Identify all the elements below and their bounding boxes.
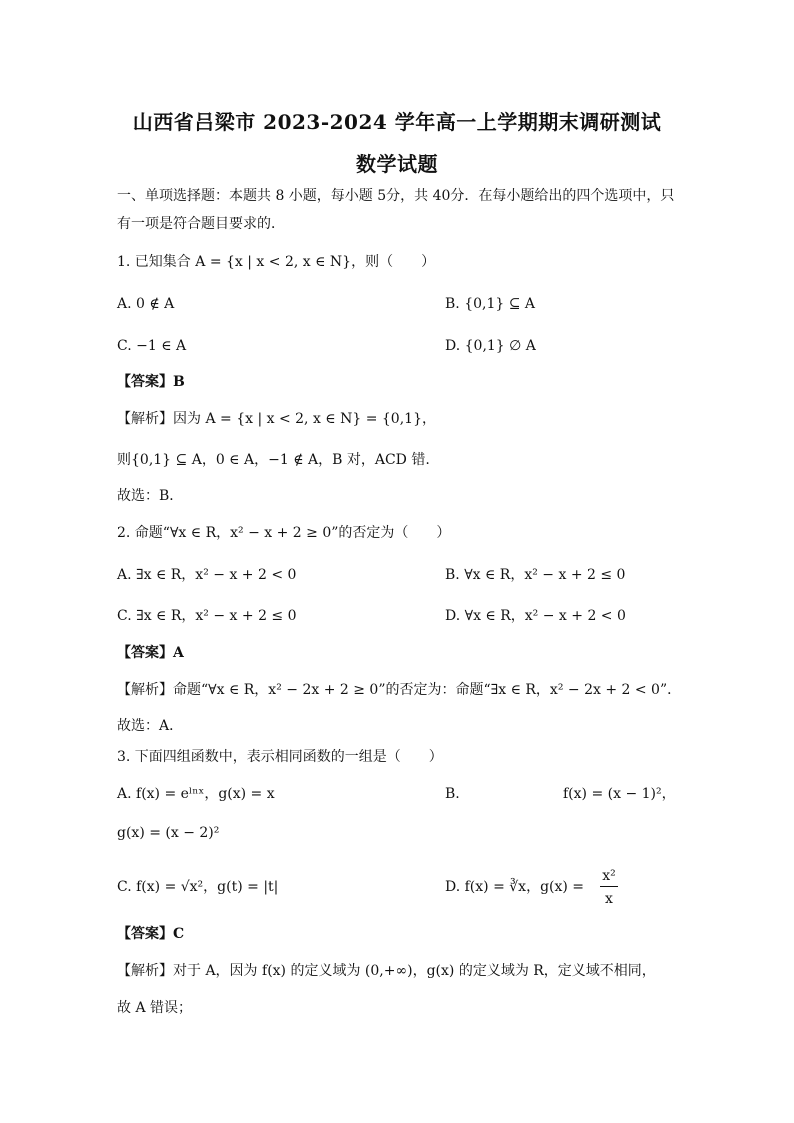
q3-option-a: A. f(x) = eˡⁿˣ，g(x) = x <box>117 786 275 802</box>
q2-answer: 【答案】A <box>117 645 184 661</box>
q1-option-b: B. {0,1} ⊆ A <box>445 296 536 312</box>
q1-stem: 1. 已知集合 A = {x | x < 2, x ∈ N}，则（ ） <box>117 254 436 270</box>
q1-option-a: A. 0 ∉ A <box>117 296 175 312</box>
q2-option-c: C. ∃x ∈ R，x² − x + 2 ≤ 0 <box>117 608 297 624</box>
document-subtitle: 数学试题 <box>356 152 438 176</box>
q1-option-c: C. −1 ∈ A <box>117 338 187 354</box>
q2-option-d: D. ∀x ∈ R，x² − x + 2 < 0 <box>445 608 626 624</box>
q3-option-d-denominator: x <box>605 891 613 907</box>
q3-option-b-f: f(x) = (x − 1)²， <box>563 786 676 802</box>
document-title: 山西省吕梁市 2023-2024 学年高一上学期期末调研测试 <box>132 110 662 134</box>
q3-analysis-1: 【解析】对于 A，因为 f(x) 的定义域为 (0,+∞)，g(x) 的定义域为 R，定义域不相同， <box>117 963 656 979</box>
q2-option-a: A. ∃x ∈ R，x² − x + 2 < 0 <box>117 567 297 583</box>
q2-analysis-1: 【解析】命题“∀x ∈ R，x² − 2x + 2 ≥ 0”的否定为：命题“∃x ∈ R，x² − 2x + 2 < 0”． <box>117 682 682 698</box>
section-header-line-1: 一、单项选择题：本题共 8 小题，每小题 5分，共 40分．在每小题给出的四个选项中，只 <box>117 188 675 204</box>
q3-option-d-prefix: D. f(x) = ∛x，g(x) = <box>445 879 585 895</box>
q1-analysis-1: 【解析】因为 A = {x | x < 2, x ∈ N} = {0,1}， <box>117 411 436 427</box>
q2-option-b: B. ∀x ∈ R，x² − x + 2 ≤ 0 <box>445 567 626 583</box>
q2-analysis-2: 故选：A． <box>117 718 184 734</box>
q2-stem: 2. 命题“∀x ∈ R，x² − x + 2 ≥ 0”的否定为（ ） <box>117 525 451 541</box>
q3-option-b-label: B. <box>445 786 460 802</box>
q1-analysis-3: 故选：B． <box>117 488 184 504</box>
section-header-line-2: 有一项是符合题目要求的． <box>117 216 285 232</box>
q1-option-d: D. {0,1} ∅ A <box>445 338 536 354</box>
q1-answer: 【答案】B <box>117 374 185 390</box>
q3-analysis-2: 故 A 错误； <box>117 1000 193 1016</box>
q3-option-d-numerator: x² <box>602 868 616 884</box>
q3-option-c: C. f(x) = √x²，g(t) = |t| <box>117 879 279 895</box>
q3-option-d-fraction-bar <box>600 886 618 887</box>
q1-analysis-2: 则{0,1} ⊆ A，0 ∈ A，−1 ∉ A，B 对，ACD 错. <box>117 452 430 468</box>
q3-answer: 【答案】C <box>117 926 185 942</box>
q3-stem: 3. 下面四组函数中，表示相同函数的一组是（ ） <box>117 749 443 765</box>
q3-option-b-g: g(x) = (x − 2)² <box>117 825 220 841</box>
